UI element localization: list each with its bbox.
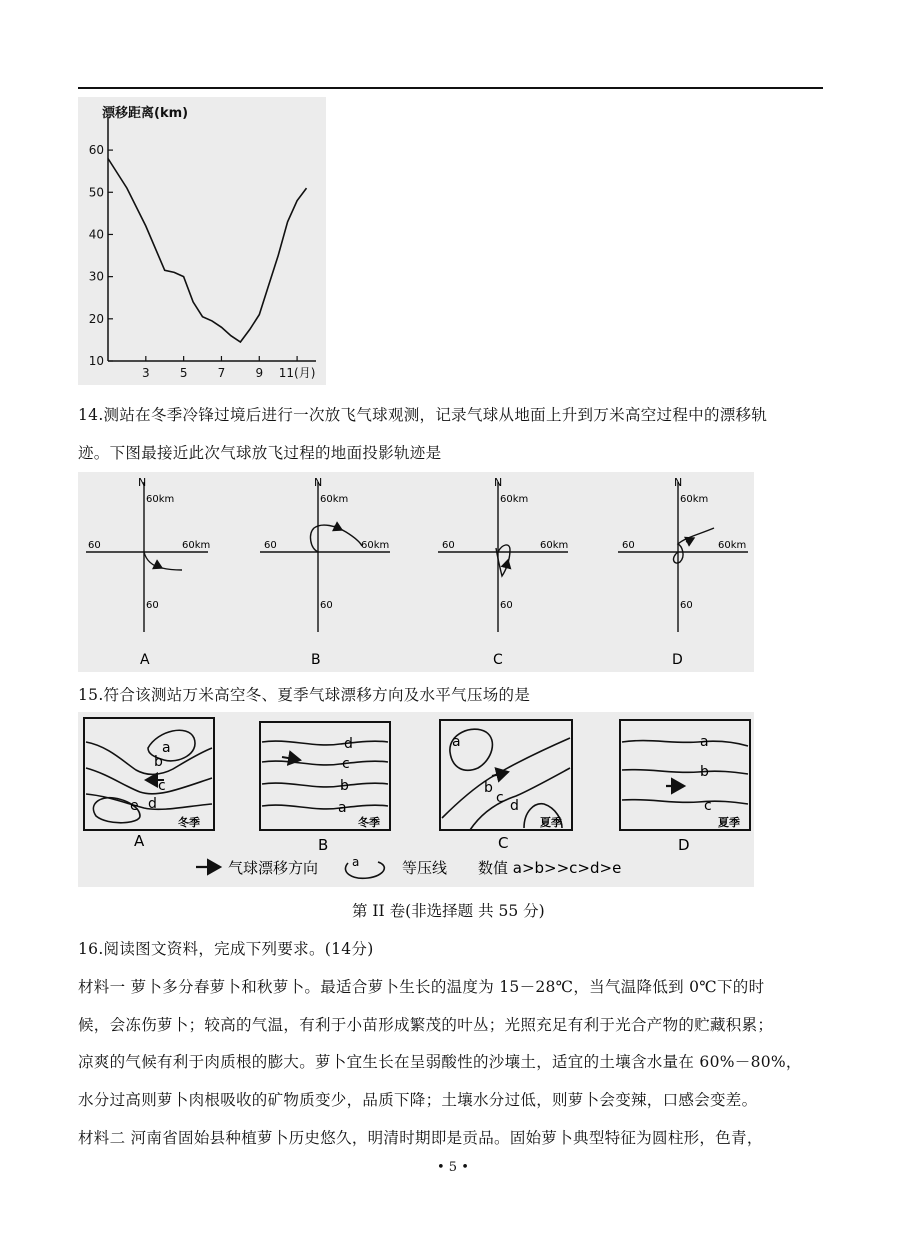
axis-label-60km-e: 60km — [361, 540, 390, 551]
axis-label-60-s: 60 — [500, 600, 513, 611]
option-label-a: A — [134, 832, 145, 850]
axis-label-60-w: 60 — [442, 540, 455, 551]
q15-legend — [196, 855, 621, 878]
option-label-c: C — [498, 834, 509, 852]
axis-label-60-s: 60 — [680, 600, 693, 611]
x-tick-label: 11(月) — [278, 366, 316, 380]
axis-label-60-s: 60 — [320, 600, 333, 611]
x-tick-label: 7 — [217, 366, 226, 380]
q16-intro: 16.阅读图文资料，完成下列要求。(14分) — [78, 940, 374, 958]
north-label: N — [674, 476, 683, 489]
q14-trajectory-figure — [78, 472, 754, 672]
isobar-label-c: c — [158, 778, 166, 794]
isobar-label-a: a — [700, 734, 709, 750]
isobar-label-c: c — [704, 798, 712, 814]
option-label-d: D — [672, 652, 683, 668]
north-label: N — [314, 476, 323, 489]
axis-label-60km-n: 60km — [680, 494, 709, 505]
isobar-label-d: d — [148, 796, 157, 812]
q14-panel-a — [86, 476, 210, 668]
legend-arrow-label: 气球漂移方向 — [228, 859, 319, 877]
y-tick-label: 50 — [88, 185, 104, 200]
isobar-label-a: a — [452, 734, 461, 750]
axis-label-60km-n: 60km — [500, 494, 529, 505]
axis-label-60km-n: 60km — [146, 494, 175, 505]
season-label-c: 夏季 — [540, 816, 562, 829]
isobar-label-b: b — [484, 780, 493, 796]
isobar-label-a: a — [338, 800, 347, 816]
q16-material1-line3: 凉爽的气候有利于肉质根的膨大。萝卜宜生长在呈弱酸性的沙壤土，适宜的土壤含水量在 60%－80%， — [78, 1053, 802, 1071]
option-label-b: B — [318, 836, 329, 854]
y-tick-label: 10 — [88, 354, 104, 368]
option-label-c: C — [493, 652, 503, 668]
header-rule — [78, 87, 823, 89]
north-label: N — [138, 476, 147, 489]
q14-panel-c — [438, 476, 568, 668]
option-label-b: B — [311, 652, 321, 668]
q15-panel-c — [440, 720, 572, 852]
isobar-label-d: d — [510, 798, 519, 814]
q15-panel-a — [84, 718, 214, 850]
season-label-d: 夏季 — [718, 816, 740, 829]
q16-material1-line1: 材料一 萝卜多分春萝卜和秋萝卜。最适合萝卜生长的温度为 15－28℃，当气温降低到 0℃下的时 — [78, 978, 765, 996]
isobar-label-b: b — [154, 754, 163, 770]
x-tick-label: 5 — [179, 366, 188, 380]
q15-line1: 15.符合该测站万米高空冬、夏季气球漂移方向及水平气压场的是 — [78, 686, 531, 704]
axis-label-60-w: 60 — [622, 540, 635, 551]
isobar-label-a: a — [162, 740, 171, 756]
axis-label-60km-n: 60km — [320, 494, 349, 505]
isobar-label-c: c — [496, 790, 504, 806]
axis-label-60km-e: 60km — [718, 540, 747, 551]
q14-line1: 14.测站在冬季冷锋过境后进行一次放飞气球观测，记录气球从地面上升到万米高空过程中的漂移轨 — [78, 406, 768, 424]
page-number: • 5 • — [437, 1160, 469, 1175]
y-tick-label: 60 — [88, 143, 104, 158]
north-label: N — [494, 476, 503, 489]
section-title: 第 II 卷(非选择题 共 55 分) — [352, 902, 545, 920]
legend-value-label: 数值 a>b>>c>d>e — [478, 859, 622, 877]
trajectory-d — [674, 528, 714, 563]
option-label-d: D — [678, 836, 690, 854]
season-label-b: 冬季 — [358, 816, 380, 829]
q16-material1-line2: 候，会冻伤萝卜；较高的气温，有利于小苗形成繁茂的叶丛；光照充足有利于光合产物的贮藏积累； — [78, 1016, 774, 1034]
y-tick-label: 20 — [88, 311, 104, 326]
isobar-label-e: e — [130, 798, 139, 814]
isobar-label-d: d — [344, 736, 353, 752]
q16-material1-line4: 水分过高则萝卜肉根吸收的矿物质变少，品质下降；土壤水分过低，则萝卜会变辣，口感会变差。 — [78, 1091, 758, 1109]
isobar-label-b: b — [340, 778, 349, 794]
q16-material2-line1: 材料二 河南省固始县种植萝卜历史悠久，明清时期即是贡品。固始萝卜典型特征为圆柱形，色青， — [78, 1129, 763, 1147]
y-tick-label: 40 — [88, 227, 104, 242]
drift-distance-chart — [78, 97, 326, 385]
x-tick-label: 3 — [141, 366, 150, 380]
option-label-a: A — [140, 652, 150, 668]
axis-label-60km-e: 60km — [540, 540, 569, 551]
axis-label-60-s: 60 — [146, 600, 159, 611]
isobar-label-c: c — [342, 756, 350, 772]
q15-panel-b — [260, 722, 390, 854]
q14-panel-d — [618, 476, 748, 668]
season-label-a: 冬季 — [178, 816, 200, 829]
series-line — [108, 159, 307, 343]
legend-isobar-label: 等压线 — [402, 859, 448, 877]
chart-ylabel: 漂移距离(km) — [102, 106, 189, 121]
isobar-label-b: b — [700, 764, 709, 780]
y-tick-label: 30 — [88, 269, 104, 284]
axis-label-60-w: 60 — [88, 540, 101, 551]
axis-label-60-w: 60 — [264, 540, 277, 551]
q14-line2: 迹。下图最接近此次气球放飞过程的地面投影轨迹是 — [78, 444, 442, 462]
axis-label-60km-e: 60km — [182, 540, 211, 551]
q15-panel-d — [620, 720, 750, 854]
legend-isobar-symbol: a — [352, 855, 360, 869]
q15-isobar-figure — [78, 712, 754, 887]
chart-svg — [78, 97, 326, 385]
x-tick-label: 9 — [255, 366, 264, 380]
q14-panel-b — [260, 476, 390, 668]
trajectory-a — [144, 552, 182, 570]
